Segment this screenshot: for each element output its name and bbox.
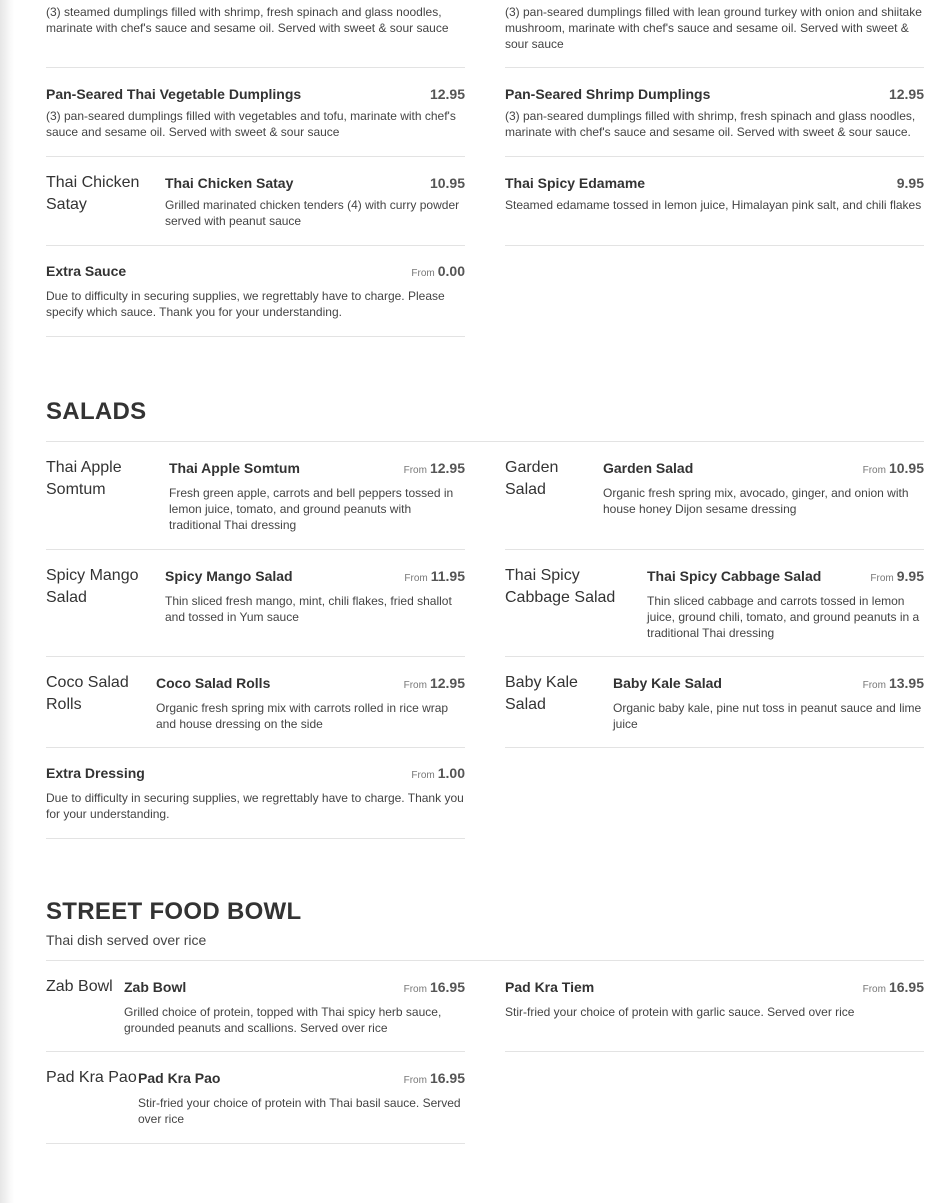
item-name: Garden Salad bbox=[603, 460, 694, 476]
price-value: 13.95 bbox=[888, 675, 924, 691]
item-name: Pad Kra Pao bbox=[138, 1070, 221, 1086]
menu-item-chicken-satay[interactable] bbox=[46, 157, 465, 246]
menu-item-mango-salad[interactable] bbox=[46, 550, 465, 657]
item-description: Thin sliced fresh mango, mint, chili flakes, fried shallot and tossed in Yum sauce bbox=[165, 594, 452, 624]
item-name: Zab Bowl bbox=[124, 979, 187, 995]
item-price bbox=[404, 1070, 465, 1086]
section-subtitle: Thai dish served over rice bbox=[46, 932, 207, 948]
item-description: Grilled choice of protein, topped with Thai spicy herb sauce, grounded peanuts and scallions. Served over rice bbox=[124, 1005, 442, 1035]
menu-item-pad-kra-pao[interactable] bbox=[46, 1052, 465, 1144]
item-description: Organic fresh spring mix, avocado, ginger, and onion with house honey Dijon sesame dressing bbox=[603, 486, 909, 516]
price-value: 12.95 bbox=[429, 675, 465, 691]
from-label: From bbox=[862, 680, 886, 691]
item-description: Fresh green apple, carrots and bell peppers tossed in lemon juice, tomato, and ground peanuts with traditional Thai dressing bbox=[169, 486, 454, 532]
item-name: Pad Kra Tiem bbox=[505, 979, 595, 995]
item-name: Coco Salad Rolls bbox=[156, 675, 271, 691]
street-grid bbox=[46, 961, 924, 1144]
from-label: From bbox=[403, 984, 427, 995]
item-image: Thai Apple Somtum bbox=[46, 459, 122, 498]
item-price bbox=[870, 568, 924, 584]
item-description: Organic fresh spring mix with carrots rolled in rice wrap and house dressing on the side bbox=[156, 701, 449, 731]
item-name: Thai Spicy Cabbage Salad bbox=[647, 568, 822, 584]
item-description: Stir-fried your choice of protein with Thai basil sauce. Served over rice bbox=[138, 1096, 461, 1126]
item-image: Coco Salad Rolls bbox=[46, 674, 129, 713]
price-value: 0.00 bbox=[437, 263, 465, 279]
item-price bbox=[404, 460, 465, 476]
menu-page bbox=[46, 0, 924, 1126]
item-price bbox=[404, 979, 465, 995]
item-price: 9.95 bbox=[896, 175, 924, 191]
item-description: Stir-fried your choice of protein with garlic sauce. Served over rice bbox=[505, 1005, 855, 1019]
item-description: Steamed edamame tossed in lemon juice, Himalayan pink salt, and chili flakes bbox=[505, 198, 922, 212]
item-name: Thai Chicken Satay bbox=[165, 175, 294, 191]
item-image: Garden Salad bbox=[505, 459, 559, 498]
item-price: 10.95 bbox=[429, 175, 465, 191]
item-description: Grilled marinated chicken tenders (4) with curry powder served with peanut sauce bbox=[165, 198, 460, 228]
from-label: From bbox=[870, 573, 894, 584]
item-description: (3) pan-seared dumplings filled with vegetables and tofu, marinate with chef's sauce and sesame oil. Served with sweet & sour sauce bbox=[46, 109, 456, 139]
menu-item-garden-salad[interactable] bbox=[505, 442, 924, 550]
item-price: 12.95 bbox=[429, 86, 465, 102]
item-price: 12.95 bbox=[888, 86, 924, 102]
salads-grid bbox=[46, 442, 924, 839]
price-value: 11.95 bbox=[430, 568, 465, 584]
item-price bbox=[404, 568, 465, 584]
from-label: From bbox=[403, 1075, 427, 1086]
item-description: (3) pan-seared dumplings filled with lean ground turkey with onion and shiitake mushroom, marinate with chef's sauce and sesame oil. Served with sweet & sour sauce bbox=[505, 5, 922, 51]
from-label: From bbox=[862, 465, 886, 476]
item-name: Extra Dressing bbox=[46, 765, 145, 781]
from-label: From bbox=[862, 984, 886, 995]
price-value: 12.95 bbox=[429, 460, 465, 476]
street-left-column bbox=[46, 961, 465, 1144]
price-value: 10.95 bbox=[888, 460, 924, 476]
item-price bbox=[411, 765, 465, 781]
item-description: Thin sliced cabbage and carrots tossed in lemon juice, ground chili, tomato, and ground peanuts in a traditional Thai dressing bbox=[647, 594, 920, 640]
section-title-salads: SALADS bbox=[46, 398, 147, 425]
menu-item-edamame[interactable] bbox=[505, 157, 924, 246]
item-description: (3) steamed dumplings filled with shrimp, fresh spinach and glass noodles, marinate with chef's sauce and sesame oil. Served with sweet & sour sauce bbox=[46, 5, 449, 35]
menu-item-cabbage-salad[interactable] bbox=[505, 550, 924, 657]
item-description: Due to difficulty in securing supplies, we regrettably have to charge. Thank you for your understanding. bbox=[46, 791, 464, 821]
left-edge-shadow bbox=[0, 0, 14, 1203]
street-food-section bbox=[46, 898, 924, 1144]
item-name: Pan-Seared Thai Vegetable Dumplings bbox=[46, 86, 302, 102]
item-price bbox=[863, 460, 924, 476]
menu-item-apple-somtum[interactable] bbox=[46, 442, 465, 550]
menu-item-extra-sauce[interactable] bbox=[46, 246, 465, 337]
item-name: Spicy Mango Salad bbox=[165, 568, 293, 584]
item-description: (3) pan-seared dumplings filled with shrimp, fresh spinach and glass noodles, marinate with chef's sauce and sesame oil. Served with sweet & sour sauce. bbox=[505, 109, 916, 139]
price-value: 1.00 bbox=[437, 765, 465, 781]
item-description: Organic baby kale, pine nut toss in peanut sauce and lime juice bbox=[613, 701, 922, 731]
from-label: From bbox=[411, 268, 435, 279]
item-name: Thai Apple Somtum bbox=[169, 460, 300, 476]
from-label: From bbox=[404, 573, 428, 584]
item-image: Thai Spicy Cabbage Salad bbox=[505, 567, 616, 606]
price-value: 16.95 bbox=[429, 1070, 465, 1086]
salads-right-column bbox=[505, 442, 924, 839]
item-name: Pan-Seared Shrimp Dumplings bbox=[505, 86, 711, 102]
from-label: From bbox=[403, 465, 427, 476]
price-value: 9.95 bbox=[896, 568, 924, 584]
street-right-column bbox=[505, 961, 924, 1144]
menu-item-coco-rolls[interactable] bbox=[46, 657, 465, 748]
from-label: From bbox=[403, 680, 427, 691]
item-image: Thai Chicken Satay bbox=[46, 174, 140, 213]
item-name: Baby Kale Salad bbox=[613, 675, 722, 691]
item-image: Pad Kra Pao bbox=[46, 1069, 137, 1086]
menu-item-veg-dumplings[interactable] bbox=[46, 68, 465, 157]
item-price bbox=[863, 675, 924, 691]
item-image: Spicy Mango Salad bbox=[46, 567, 139, 606]
price-value: 16.95 bbox=[429, 979, 465, 995]
menu-item-pad-kra-tiem[interactable] bbox=[505, 961, 924, 1052]
item-image: Zab Bowl bbox=[46, 978, 113, 995]
section-title-street-food: STREET FOOD BOWL bbox=[46, 898, 302, 925]
item-name: Thai Spicy Edamame bbox=[505, 175, 646, 191]
menu-item-steamed-dumplings[interactable] bbox=[46, 0, 465, 68]
salads-section bbox=[46, 398, 924, 839]
item-price bbox=[863, 979, 924, 995]
menu-item-extra-dressing[interactable] bbox=[46, 748, 465, 839]
menu-item-kale-salad[interactable] bbox=[505, 657, 924, 748]
item-image: Baby Kale Salad bbox=[505, 674, 578, 713]
menu-item-turkey-dumplings[interactable] bbox=[505, 0, 924, 68]
top-left-column bbox=[46, 0, 465, 337]
salads-left-column bbox=[46, 442, 465, 839]
top-items-grid bbox=[46, 0, 924, 337]
item-name: Extra Sauce bbox=[46, 263, 127, 279]
price-value: 16.95 bbox=[888, 979, 924, 995]
item-description: Due to difficulty in securing supplies, we regrettably have to charge. Please specify which sauce. Thank you for your understanding. bbox=[46, 289, 445, 319]
from-label: From bbox=[411, 770, 435, 781]
item-price bbox=[411, 263, 465, 279]
menu-item-shrimp-dumplings[interactable] bbox=[505, 68, 924, 157]
menu-item-zab-bowl[interactable] bbox=[46, 961, 465, 1052]
top-right-column bbox=[505, 0, 924, 337]
item-price bbox=[404, 675, 465, 691]
